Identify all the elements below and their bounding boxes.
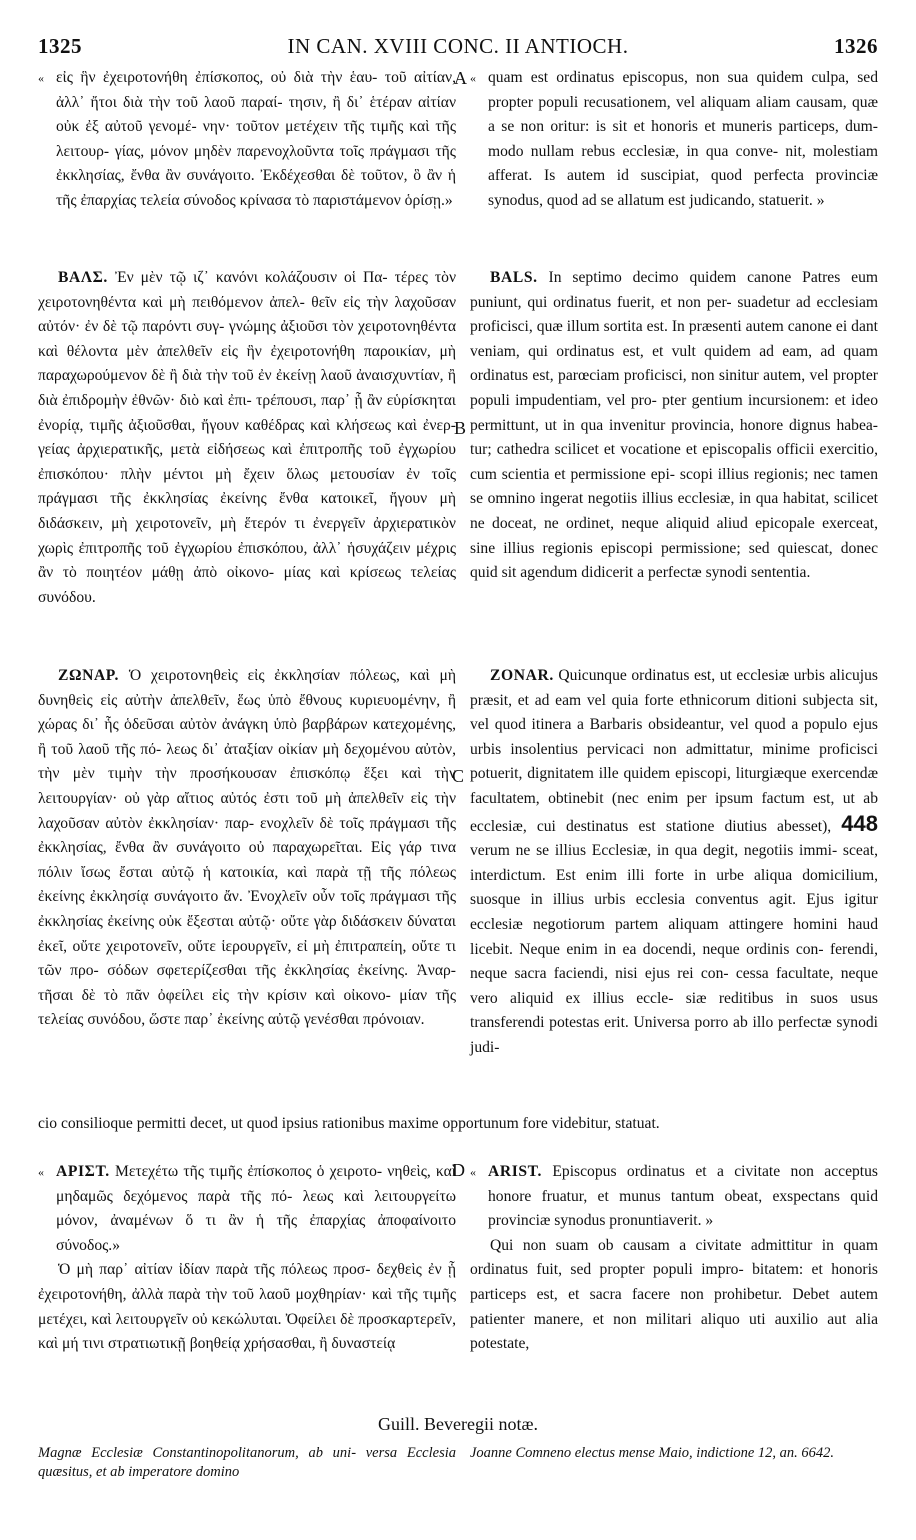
zonaras-greek-paragraph — [38, 664, 456, 1033]
running-title: IN CAN. XVIII CONC. II ANTIOCH. — [287, 34, 629, 58]
page-number-right: 1326 — [834, 34, 878, 58]
notes-heading: Guill. Beveregii notæ. — [378, 1414, 538, 1434]
canon-greek-text: « εἰς ἣν ἐχειροτονήθη ἐπίσκοπος, οὐ διὰ τὴν ἑαυ- τοῦ αἰτίαν, ἀλλ᾽ ἤτοι διὰ τὴν τοῦ λαοῦ παραί- τησιν, ἢ δι᾽ ἑτέραν αἰτίαν οὐκ ἐξ αὐτοῦ γενομέ- νην· τοῦτον μετέχειν τῆς τιμῆς καὶ τῆς λειτουρ- γίας, μόνον μηδὲν παρενοχλοῦντα τοῖς πράγμασι τῆς ἐκκλησίας, ἔνθα ἂν συνάγοιτο. Ἐκδέχεσθαι δὲ τοῦτον, ὃ ἂν ἡ τῆς ἐπαρχίας τελεία σύνοδος κρίνασα τὸ παριστάμενον ὁρίσῃ.» — [38, 66, 456, 214]
zonaras-latin-text-a: Quicunque ordinatus est, ut ecclesiæ urbis alicujus præsit, et ad eam vel quia forte ethnicorum ditioni subjecta sit, vel quod itinera a Barbaris obsideantur, vel quod a populo ejus urbis insolentius pervicaci non admittatur, minime proficisci potuerit, dignitatem ille quidem episcopi, liturgiæque exercendæ facultatem, obtinebit (nec enim per ipsum factum est, ut ab ecclesiæ, cui destinatus est statione diutius abesset), — [470, 667, 878, 835]
zonaras-greek-text: Ὁ χειροτονηθεὶς εἰς ἐκκλησίαν πόλεως, καὶ μὴ δυνηθεὶς εἰς αὐτὴν ἀπελθεῖν, ἕως ὑπὸ ἔθνους κυριευομένην, ἢ χώρας δι᾽ ἧς ὁδεῦσαι αὐτὸν ἀνάγκη ὑπὸ βαρβάρων κατεχομένης, ἢ τοῦ λαοῦ τῆς πό- λεως δι᾽ ἀταξίαν οἰκίαν μὴ δεχομένου αὐτὸν, τὴν μὲν τιμὴν τὴν προσήκουσαν ἐπισκόπῳ ἕξει καὶ τὴν λειτουργίαν· οὐ γὰρ αἴτιος αὐτός ἐστι τοῦ μὴ ἀπελθεῖν εἰς τὴν λαχοῦσαν αὐτὸν ἐκκλησίαν· παρ- ενοχλεῖν δὲ τοῖς πράγμασι τῆς ἐκκλησίας, ἔνθα ἂν συνάγοιτο οὐ παραχωρεῖται. Εἰς γάρ τινα πόλιν ἴσως ἔσται αὐτῷ ἡ κατοικία, καὶ παρὰ τῇ τῆς πόλεως ἐκείνης ἐκκλησίᾳ συνάγοιτο ἄν. Ἐνοχλεῖν οὖν τοῖς πράγμασι τῆς ἐκκλησίας ἐκείνης οὐκ ἔξεσται αὐτῷ· οὔτε γὰρ διδάσκειν δύναται ἐκεῖ, οὔτε χειροτονεῖν, οὔτε ἱερουργεῖν, εἰ μὴ ἐπιτραπείη, οὔτε τι τῶν προ- σόδων σφετερίζεσθαι τῆς ἐκκλησίας ἐκείνης. Ἀναρ- τῆσαι δὲ τὸ πᾶν ὀφείλει εἰς τὴν κρίσιν καὶ οἰκονο- μίαν τῆς τελείας συνόδου, ὥστε παρ᾽ ἐκείνης αὐτῷ γενέσθαι πρόνοιαν. — [38, 667, 456, 1029]
note-right: Joanne Comneno electus mense Maio, indictione 12, an. 6642. — [470, 1445, 835, 1461]
margin-letter-a: A — [454, 68, 467, 88]
aristenus-latin-quote — [470, 1160, 878, 1234]
zonaras-latin-text-b: verum ne se illius Ecclesiæ, in qua degit, negotiis immi- sceat, interdictum. Est enim illi forte in urbe aliqua domicilium, suosque in illius urbis ecclesia conventus agit. Ejus igitur ecclesiæ negotiorum partem aliquam attingere homini haud licebit. Neque enim in ea docendi, neque ordinis con- ferendi, neque sacra faciendi, nisi ejus rei con- cessa facultate, neque vero aliquid ex illius eccle- siæ reditibus in suos usus transferendi potestas erit. Universa porro ab illo perfectæ synodi judi- — [470, 842, 878, 1056]
aristenus-latin-text: Qui non suam ob causam a civitate admittitur in quam ordinatus fuit, sed propter populi impro- bitatem: et honoris particeps est, et sacra facere non prohibetur. Debet autem patienter manere, et non militari aliquo uti auxilio aut alia potestate, — [470, 1236, 878, 1353]
balsamon-greek-label: ΒΑΛΣ. — [58, 269, 108, 286]
balsamon-greek-text: Ἐν μὲν τῷ ιζ᾽ κανόνι κολάζουσιν οἱ Πα- τέρες τὸν χειροτονηθέντα καὶ μὴ πειθόμενον ἀπελ- θεῖν εἰς τὴν λαχοῦσαν αὐτόν· ἐν δὲ τῷ παρόντι συγ- γνώμης ἀξιοῦσι τὸν χειροτονηθέντα καὶ θέλοντα μὲν ἀπελθεῖν εἰς ἣν ἐχειροτονήθη παροικίαν, μὴ παραχωρούμενον δὲ ἢ διὰ τὴν τοῦ ἐν ἐκείνῃ λαοῦ ἀναισχυντίαν, ἢ διὰ ἐπιδρομὴν ἐθνῶν· διὸ καὶ ἐπι- τρέπουσι, παρ᾽ ᾗ ἂν εὑρίσκηται ἐνορίᾳ, τιμῆς ἀξιοῦσθαι, ἤγουν καθέδρας καὶ κλήσεως καὶ ἐνερ- γείας ἀρχιερατικῆς, μετὰ εἰδήσεως καὶ ἐπιτροπῆς τοῦ ἐγχωρίου ἐπισκόπου· πλὴν μέντοι μὴ ἔχειν ὅλως μετουσίαν ἐν τοῖς πράγμασι τῆς ἐκκλησίας ἐκείνης ἔνθα κατοικεῖ, ἤγουν μὴ διδάσκειν, μὴ χειροτονεῖν, μὴ ἕτερόν τι ἐνεργεῖν ἀρχιερατικὸν χωρὶς ἐπιτροπῆς τοῦ ἐγχωρίου ἐπισκόπου, ἀλλ᾽ ἡσυχάζειν μέχρις ἂν τὸ ποιητέον μάθῃ ἀπὸ οἰκονο- μίας καὶ κρίσεως τελείας συνόδου. — [38, 269, 456, 606]
zonaras-latin-label: ZONAR. — [490, 667, 554, 684]
aristenus-greek-quote-text: Μετεχέτω τῆς τιμῆς ἐπίσκοπος ὁ χειροτο- νηθεὶς, καὶ μηδαμῶς δεχόμενος παρὰ τῆς πό- λεως καὶ λειτουργείτω μόνον, ἀναμένων ὅ τι ἂν ἡ τῆς ἐπαρχίας ἀποφαίνοιτο σύνοδος.» — [56, 1163, 456, 1254]
running-header — [38, 34, 878, 64]
balsamon-latin-paragraph — [470, 266, 878, 586]
balsamon-latin-column — [470, 266, 878, 586]
margin-letter-c: C — [452, 766, 465, 786]
aristenus-greek-column — [38, 1160, 456, 1357]
margin-letter-d: D — [452, 1160, 465, 1180]
zonaras-latin-paragraph — [470, 664, 878, 1061]
zonaras-greek-label: ΖΩΝΑΡ. — [58, 667, 120, 684]
canon-latin-text: « quam est ordinatus episcopus, non sua quidem culpa, sed propter populi recusationem, vel aliquam aliam causam, quæ a se non oritur: is sit et honoris et muneris particeps, dum- modo nullam rebus ecclesiæ, in qua conve- nit, molestiam afferat. Is autem id suscipiat, quod perfecta provinciæ synodus, quod ad se allatum est judicando, statuerit. » — [470, 66, 878, 214]
aristenus-latin-column — [470, 1160, 878, 1357]
balsamon-greek-column — [38, 266, 456, 610]
zonaras-latin-column — [470, 664, 878, 1061]
canon-greek-column — [38, 66, 456, 214]
page-number-left: 1325 — [38, 34, 82, 58]
canon-latin-column — [470, 66, 878, 214]
column-number-marker: 448 — [841, 810, 878, 836]
balsamon-greek-paragraph — [38, 266, 456, 610]
aristenus-greek-quote — [38, 1160, 456, 1258]
balsamon-latin-text: In septimo decimo quidem canone Patres eum puniunt, qui ordinatus fuerit, et non per- suadetur ad ecclesiam proficisci, quæ illum sortita est. In præsenti autem canone ei dant veniam, qui ordinatus est, et vult quidem ad eam, ad quam ordinatus est, parœciam proficisci, non sinitur autem, vel propter populi impudentiam, vel pro- pter gentium incursionem: et ideo permittunt, ut in qua invenitur provincia, honore dignus habea- tur; cathedra scilicet et vocatione et episcopalis officii exercitio, cum scientia et permissione epi- scopi illius regionis; nec tamen se omnino ingerat negotiis illius ecclesiæ, in qua habitat, scilicet ne doceat, ne ordinet, neque aliquid aliud epicopale exerceat, sine illius regionis episcopi permissione; sed quiescat, donec quid sit agendum didicerit a perfectæ synodi sententia. — [470, 269, 878, 582]
balsamon-latin-label: BALS. — [490, 269, 538, 286]
aristenus-greek-text: Ὁ μὴ παρ᾽ αἰτίαν ἰδίαν παρὰ τῆς πόλεως προσ- δεχθεὶς ἐν ᾗ ἐχειροτονήθη, ἀλλὰ παρὰ τὴν τοῦ λαοῦ μοχθηρίαν· καὶ τῆς τιμῆς μετέχει, καὶ λειτουργεῖν οὐ κεκώλυται. Ὀφείλει δὲ προσκαρτερεῖν, καὶ μή τινι στρατιωτικῇ βοηθείᾳ χρήσασθαι, ἢ δυναστείᾳ — [38, 1261, 456, 1353]
margin-letter-b: B — [454, 418, 467, 438]
note-left: Magnæ Ecclesiæ Constantinopolitanorum, ab uni- versa Ecclesia quæsitus, et ab imperatore domino — [38, 1445, 456, 1480]
aristenus-latin-quote-text: Episcopus ordinatus et a civitate non acceptus honore fruatur, et munus tantum obeat, exspectans quid provinciæ synodus pronuntiaverit. » — [488, 1163, 878, 1230]
zonaras-latin-continuation: cio consilioque permitti decet, ut quod ipsius rationibus maxime opportunum fore videbitur, statuat. — [38, 1115, 660, 1132]
aristenus-greek-label: ΑΡΙΣΤ. — [56, 1163, 110, 1180]
zonaras-greek-column — [38, 664, 456, 1033]
aristenus-latin-label: ARIST. — [488, 1163, 543, 1180]
